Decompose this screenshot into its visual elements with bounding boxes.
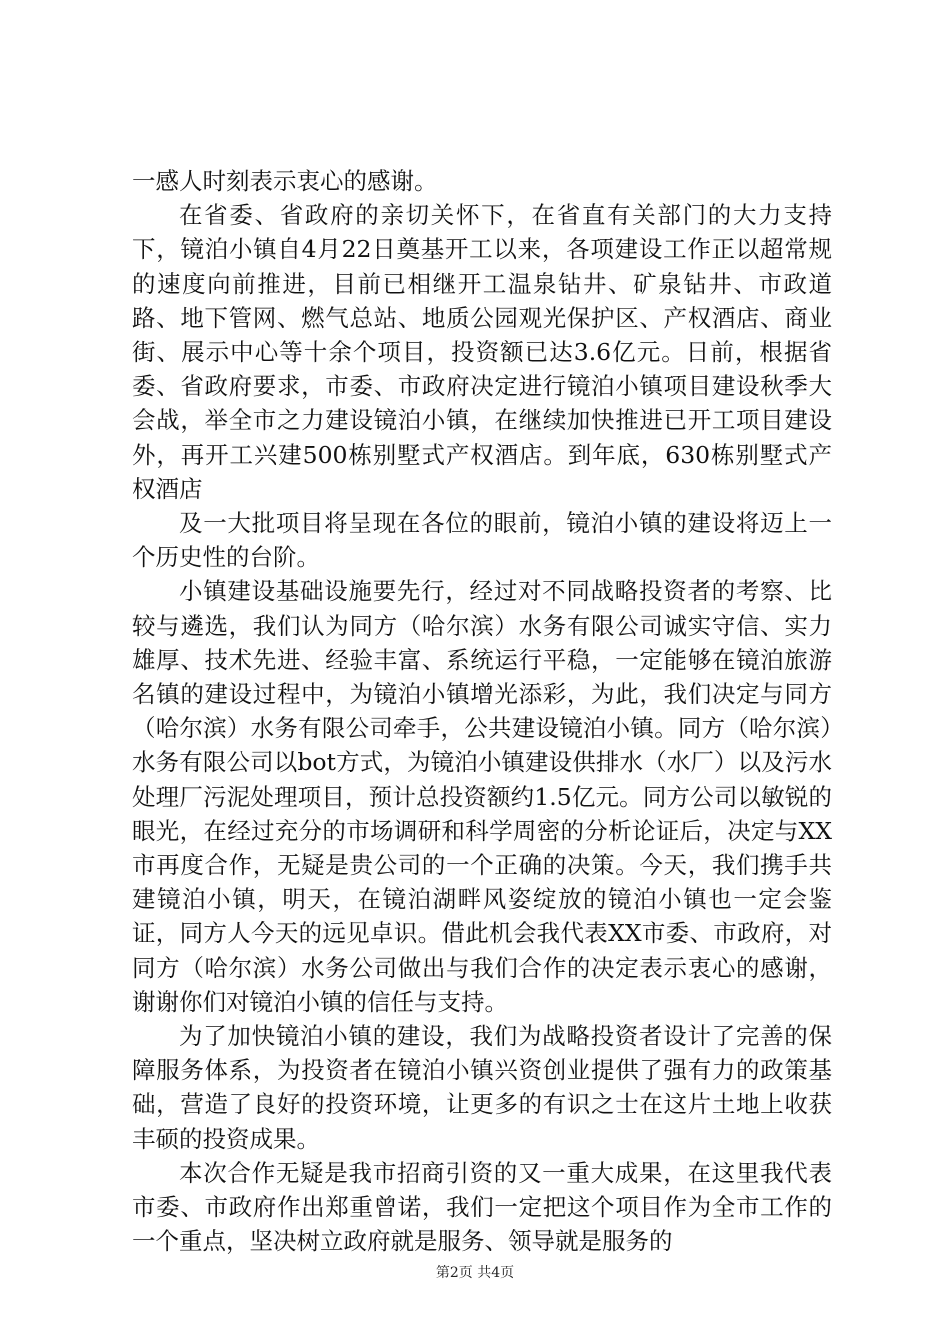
- document-body: [132, 164, 832, 1259]
- paragraph-1: 一感人时刻表示衷心的感谢。: [132, 167, 438, 195]
- paragraph-6: 本次合作无疑是我市招商引资的又一重大成果，在这里我代表市委、市政府作出郑重曾诺，我们一定把这个项目作为全市工作的一个重点，坚决树立政府就是服务、领导就是服务的: [132, 1158, 832, 1256]
- paragraph-3: 及一大批项目将呈现在各位的眼前，镜泊小镇的建设将迈上一个历史性的台阶。: [132, 509, 832, 572]
- page-number-footer: 第2页 共4页: [435, 1265, 515, 1281]
- paragraph-4: 小镇建设基础设施要先行，经过对不同战略投资者的考察、比较与遴选，我们认为同方（哈尔滨）水务有限公司诚实守信、实力雄厚、技术先进、经验丰富、系统运行平稳，一定能够在镜泊旅游名镇的建设过程中，为镜泊小镇增光添彩，为此，我们决定与同方（哈尔滨）水务有限公司牵手，公共建设镜泊小镇。同方（哈尔滨）水务有限公司以bot方式，为镜泊小镇建设供排水（水厂）以及污水处理厂污泥处理项目，预计总投资额约1.5亿元。同方公司以敏锐的眼光，在经过充分的市场调研和科学周密的分析论证后，决定与XX市再度合作，无疑是贵公司的一个正确的决策。今天，我们携手共建镜泊小镇，明天，在镜泊湖畔风姿绽放的镜泊小镇也一定会鉴证，同方人今天的远见卓识。借此机会我代表XX市委、市政府，对同方（哈尔滨）水务公司做出与我们合作的决定表示衷心的感谢，谢谢你们对镜泊小镇的信任与支持。: [132, 577, 832, 1016]
- paragraph-5: 为了加快镜泊小镇的建设，我们为战略投资者设计了完善的保障服务体系，为投资者在镜泊小镇兴资创业提供了强有力的政策基础，营造了良好的投资环境，让更多的有识之士在这片土地上收获丰硕的投资成果。: [132, 1022, 832, 1153]
- paragraph-2: 在省委、省政府的亲切关怀下，在省直有关部门的大力支持下，镜泊小镇自4月22日奠基开工以来，各项建设工作正以超常规的速度向前推进，目前已相继开工温泉钻井、矿泉钻井、市政道路、地下管网、燃气总站、地质公园观光保护区、产权酒店、商业街、展示中心等十余个项目，投资额已达3.6亿元。日前，根据省委、省政府要求，市委、市政府决定进行镜泊小镇项目建设秋季大会战，举全市之力建设镜泊小镇，在继续加快推进已开工项目建设外，再开工兴建500栋别墅式产权酒店。到年底，630栋别墅式产权酒店: [132, 201, 832, 503]
